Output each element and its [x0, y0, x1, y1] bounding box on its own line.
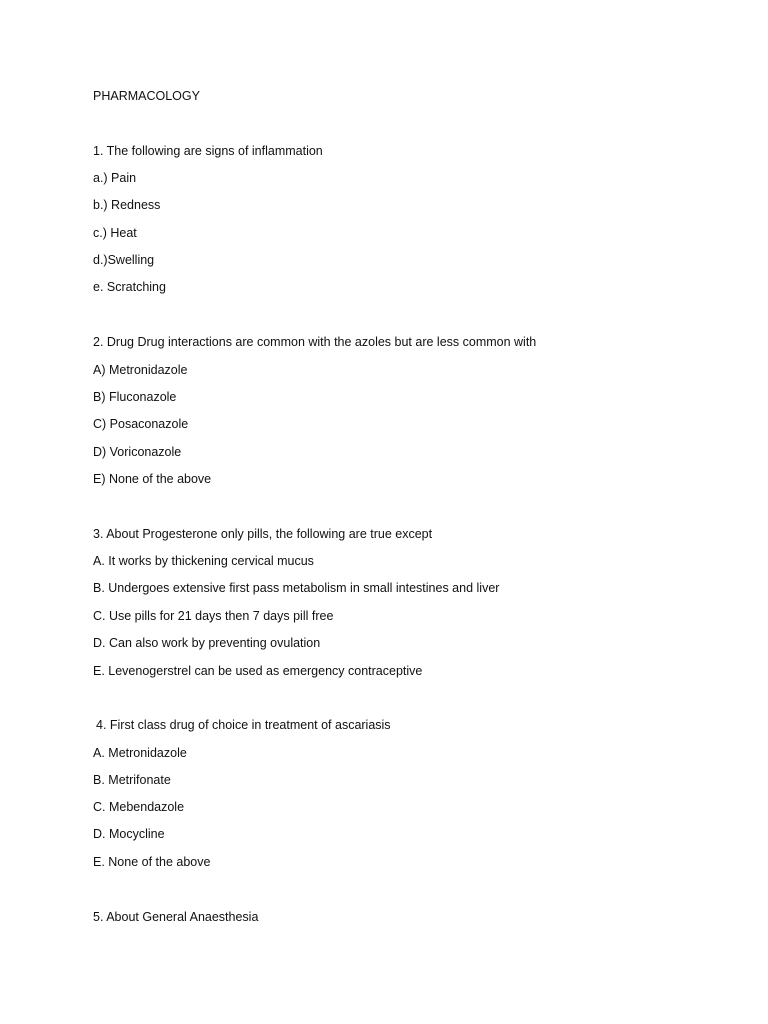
question-1-stem: 1. The following are signs of inflammation	[93, 144, 323, 158]
question-2-option-a: A) Metronidazole	[93, 363, 188, 377]
question-2-option-e: E) None of the above	[93, 472, 212, 486]
question-5-stem: 5. About General Anaesthesia	[93, 910, 259, 924]
question-4-option-a: A. Metronidazole	[93, 746, 187, 760]
document-title: PHARMACOLOGY	[93, 89, 200, 103]
question-3-stem: 3. About Progesterone only pills, the following are true except	[93, 527, 433, 541]
question-1-option-e: e. Scratching	[93, 280, 166, 294]
question-3-option-a: A. It works by thickening cervical mucus	[93, 554, 314, 568]
question-3-option-c: C. Use pills for 21 days then 7 days pill free	[93, 609, 334, 623]
question-2-stem: 2. Drug Drug interactions are common with the azoles but are less common with	[93, 335, 537, 349]
question-1-option-c: c.) Heat	[93, 226, 137, 240]
question-3-option-e: E. Levenogerstrel can be used as emergency contraceptive	[93, 664, 423, 678]
question-3-option-d: D. Can also work by preventing ovulation	[93, 636, 321, 650]
question-3-option-b: B. Undergoes extensive first pass metabolism in small intestines and liver	[93, 581, 500, 595]
question-2-option-d: D) Voriconazole	[93, 445, 182, 459]
question-1-option-a: a.) Pain	[93, 171, 137, 185]
question-4-option-c: C. Mebendazole	[93, 800, 185, 814]
question-2-option-b: B) Fluconazole	[93, 390, 177, 404]
question-4-stem: 4. First class drug of choice in treatment of ascariasis	[96, 718, 391, 732]
question-4-option-e: E. None of the above	[93, 855, 211, 869]
question-1-option-b: b.) Redness	[93, 198, 161, 212]
question-2-option-c: C) Posaconazole	[93, 417, 189, 431]
question-4-option-b: B. Metrifonate	[93, 773, 171, 787]
question-1-option-d: d.)Swelling	[93, 253, 155, 267]
question-4-option-d: D. Mocycline	[93, 827, 165, 841]
